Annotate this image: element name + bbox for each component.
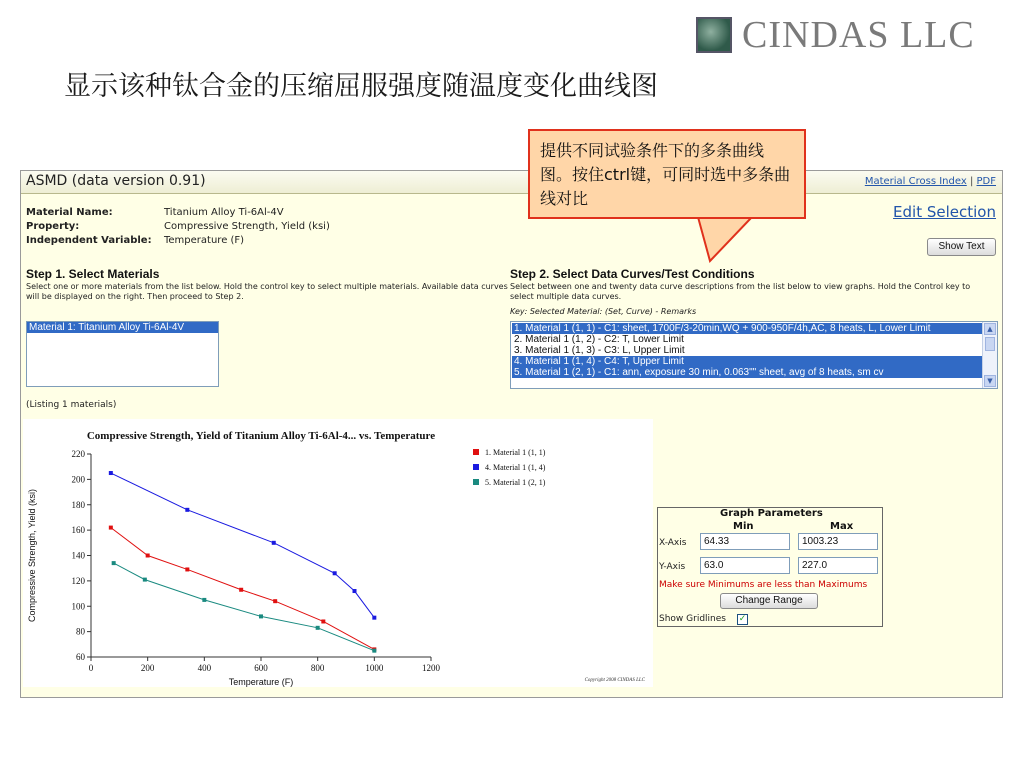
legend-swatch (473, 464, 479, 470)
chart-panel (23, 419, 653, 687)
property-label: Property: (26, 221, 80, 232)
property-value: Compressive Strength, Yield (ksi) (164, 221, 330, 232)
data-point (109, 471, 113, 475)
chart-copyright: Copyright 2008 CINDAS LLC (584, 678, 645, 683)
curve-list-item[interactable]: 5. Material 1 (2, 1) - C1: ann, exposure 30 min, 0.063"" sheet, avg of 8 heats, sm cv (512, 367, 982, 378)
material-cross-index-link[interactable]: Material Cross Index (864, 176, 967, 187)
y-tick-label: 160 (71, 525, 85, 536)
series-line (114, 563, 375, 651)
asmd-app-window (20, 170, 1003, 698)
x-tick-label: 1200 (422, 663, 440, 673)
top-links (865, 176, 996, 187)
cindas-logo (696, 10, 1016, 60)
x-tick-label: 600 (254, 663, 268, 673)
curve-list-scrollbar[interactable] (982, 322, 997, 388)
change-range-button[interactable]: Change Range (720, 593, 818, 609)
data-point (333, 571, 337, 575)
y-tick-label: 140 (71, 550, 85, 561)
step2-key: Key: Selected Material: (Set, Curve) - Remarks (510, 307, 697, 316)
logo-text: CINDAS LLC (742, 14, 975, 56)
min-header: Min (733, 521, 754, 532)
material-name-value: Titanium Alloy Ti-6Al-4V (164, 207, 284, 218)
globe-icon (696, 17, 732, 53)
listing-count: (Listing 1 materials) (26, 400, 117, 410)
material-listbox[interactable] (26, 321, 219, 387)
material-name-label: Material Name: (26, 207, 113, 218)
chart-title: Compressive Strength, Yield of Titanium Alloy Ti-6Al-4... vs. Temperature (86, 430, 436, 442)
edit-selection-link[interactable]: Edit Selection (893, 203, 996, 221)
data-point (112, 561, 116, 565)
step1-heading: Step 1. Select Materials (26, 267, 160, 281)
y-tick-label: 120 (71, 575, 85, 586)
show-text-button[interactable]: Show Text (927, 238, 996, 256)
step1-description: Select one or more materials from the list below. Hold the control key to select multiple materials. Available data curves will be displayed on the right. Then proceed to Step 2. (26, 282, 508, 301)
legend-label: 5. Material 1 (2, 1) (485, 478, 546, 487)
max-header: Max (830, 521, 854, 532)
y-axis-title: Compressive Strength, Yield (ksi) (27, 488, 37, 623)
scroll-down-icon[interactable]: ▼ (984, 375, 996, 387)
curve-list-item[interactable]: 4. Material 1 (1, 4) - C4: T, Upper Limit (512, 356, 982, 367)
line-chart (23, 419, 653, 687)
data-point (239, 588, 243, 592)
curve-listbox[interactable] (510, 321, 998, 389)
app-title: ASMD (data version 0.91) (26, 173, 206, 189)
x-tick-label: 400 (197, 663, 212, 673)
legend-swatch (473, 479, 479, 485)
app-titlebar (21, 171, 1002, 194)
data-point (185, 508, 189, 512)
graph-parameters-panel (657, 507, 883, 627)
legend-swatch (473, 449, 479, 455)
x-axis-title: Temperature (F) (228, 677, 294, 687)
x-tick-label: 800 (310, 663, 325, 673)
x-tick-label: 0 (88, 663, 94, 673)
data-point (146, 554, 150, 558)
data-point (272, 541, 276, 545)
y-tick-label: 60 (76, 652, 85, 662)
y-max-input[interactable]: 227.0 (798, 557, 878, 574)
x-min-input[interactable]: 64.33 (700, 533, 790, 550)
independent-variable-label: Independent Variable: (26, 235, 152, 246)
legend-label: 4. Material 1 (1, 4) (485, 463, 546, 472)
link-separator: | (969, 176, 974, 187)
y-axis-label: Y-Axis (659, 562, 686, 572)
x-tick-label: 1000 (365, 663, 384, 673)
x-axis-label: X-Axis (659, 538, 687, 548)
data-point (353, 589, 357, 593)
annotation-callout: 提供不同试验条件下的多条曲线图。按住ctrl键，可同时选中多条曲线对比 (528, 129, 806, 219)
data-point (273, 599, 277, 603)
independent-variable-value: Temperature (F) (164, 235, 245, 246)
data-point (372, 649, 376, 653)
x-max-input[interactable]: 1003.23 (798, 533, 878, 550)
curve-list-item[interactable]: 1. Material 1 (1, 1) - C1: sheet, 1700F/3-20min,WQ + 900-950F/4h,AC, 8 heats, L, Lower Limit (512, 323, 982, 334)
series-line (111, 473, 375, 618)
scroll-thumb[interactable] (985, 337, 995, 351)
pdf-link[interactable]: PDF (976, 176, 996, 187)
step2-description: Select between one and twenty data curve descriptions from the list below to view graphs. Hold the Control key to select multiple data curves. (510, 282, 971, 301)
show-gridlines-label: Show Gridlines (659, 614, 726, 624)
graph-parameters-title: Graph Parameters (720, 508, 823, 519)
data-point (143, 578, 147, 582)
data-point (321, 619, 325, 623)
y-tick-label: 80 (76, 626, 85, 637)
y-tick-label: 220 (71, 449, 85, 459)
y-tick-label: 100 (71, 601, 85, 612)
data-point (316, 626, 320, 630)
y-tick-label: 200 (71, 474, 85, 485)
x-tick-label: 200 (140, 663, 155, 673)
callout-pointer (690, 215, 770, 265)
data-point (202, 598, 206, 602)
data-point (259, 614, 263, 618)
y-min-input[interactable]: 63.0 (700, 557, 790, 574)
step2-heading: Step 2. Select Data Curves/Test Conditions (510, 267, 755, 281)
data-point (185, 567, 189, 571)
slide-title: 显示该种钛合金的压缩屈服强度随温度变化曲线图 (64, 71, 658, 102)
y-tick-label: 180 (71, 499, 85, 510)
curve-list-item[interactable]: 2. Material 1 (1, 2) - C2: T, Lower Limit (514, 334, 684, 345)
scroll-up-icon[interactable]: ▲ (984, 323, 996, 335)
data-point (109, 526, 113, 530)
curve-list-item[interactable]: 3. Material 1 (1, 3) - C3: L, Upper Limit (514, 345, 685, 356)
material-list-item[interactable]: Material 1: Titanium Alloy Ti-6Al-4V (27, 322, 218, 333)
show-gridlines-checkbox[interactable]: ✓ (738, 614, 747, 624)
data-point (372, 616, 376, 620)
legend-label: 1. Material 1 (1, 1) (485, 448, 546, 457)
range-warning: Make sure Minimums are less than Maximums (659, 580, 868, 590)
